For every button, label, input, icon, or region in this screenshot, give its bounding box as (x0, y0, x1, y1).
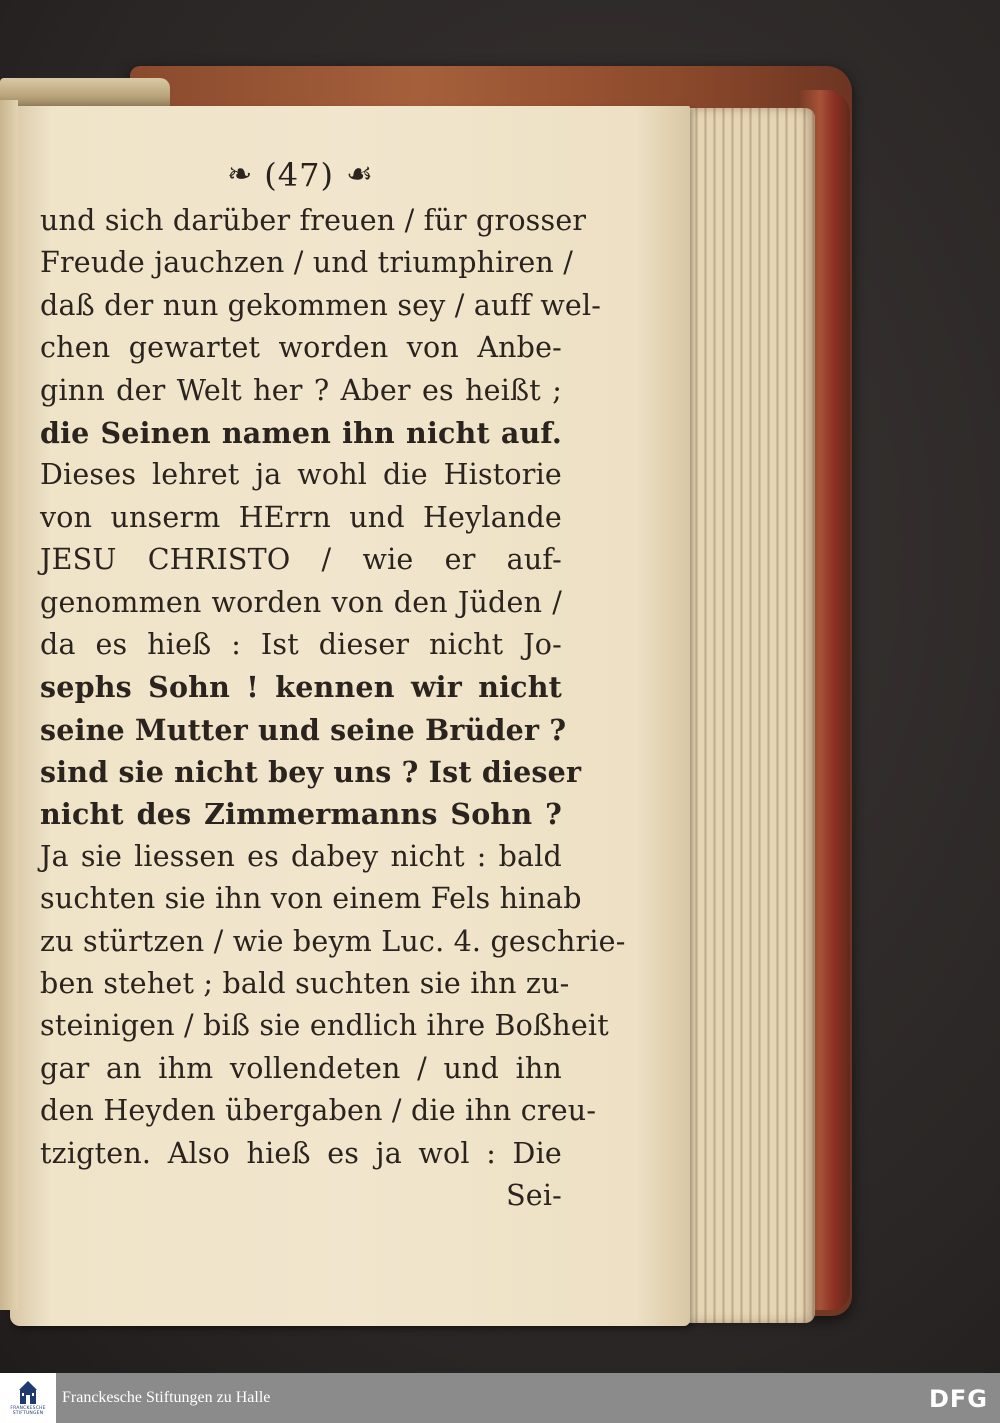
text-line: genommen worden von den Jüden / (40, 585, 562, 619)
text-line: zu stürtzen / wie beym Luc. 4. geschrie- (40, 924, 626, 958)
text-line-emphasis: sind sie nicht bey uns ? Ist dieser (40, 755, 582, 790)
dfg-logo: DFG (928, 1385, 988, 1413)
text-line-emphasis: sephs Sohn ! kennen wir nicht (40, 670, 562, 705)
text-line: und sich darüber freuen / für grosser (40, 204, 587, 237)
logo-text-1: FRANCKESCHE (10, 1406, 46, 1411)
text-line: tzigten. Also hieß es ja wol : Die (40, 1136, 562, 1170)
orphanage-building-icon (17, 1380, 39, 1406)
text-line: Ja sie liessen es dabey nicht : bald (40, 839, 562, 873)
ornament-right-icon: ☙ (345, 157, 373, 192)
page-fore-edge (680, 108, 815, 1323)
text-line-emphasis: seine Mutter und seine Brüder ? (40, 712, 567, 747)
text-line: von unserm HErrn und Heylande (40, 500, 562, 534)
logo-text-2: STIFTUNGEN (12, 1411, 44, 1416)
text-line: den Heyden übergaben / die ihn creu- (40, 1094, 597, 1128)
text-line: suchten sie ihn von einem Fels hinab (40, 882, 582, 916)
text-line: ginn der Welt her ? Aber es heißt ; (40, 373, 562, 407)
institution-logo (0, 1373, 56, 1423)
text-line: daß der nun gekommen sey / auff wel- (40, 288, 602, 322)
text-line: Dieses lehret ja wohl die Historie (40, 458, 562, 492)
page-number: (47) (264, 156, 334, 194)
text-line-emphasis: nicht des Zimmermanns Sohn ? (40, 797, 562, 832)
book-binding (0, 78, 170, 108)
footer-bar (0, 1373, 1000, 1423)
text-line: da es hieß : Ist dieser nicht Jo- (40, 627, 562, 661)
text-line: Freude jauchzen / und triumphiren / (40, 246, 574, 280)
text-line: ben stehet ; bald suchten sie ihn zu- (40, 967, 570, 1001)
page-text (40, 200, 626, 1217)
catchword: Sei- (506, 1178, 562, 1212)
text-line: chen gewartet worden von Anbe- (40, 331, 562, 365)
ornament-left-icon: ❧ (227, 157, 253, 192)
text-line-emphasis: die Seinen namen ihn nicht auf. (40, 415, 562, 450)
text-line: JESU CHRISTO / wie er auf- (40, 543, 562, 577)
institution-name: Franckesche Stiftungen zu Halle (62, 1389, 271, 1406)
text-line: gar an ihm vollendeten / und ihn (40, 1051, 562, 1085)
page-header (180, 150, 420, 200)
text-line: steinigen / biß sie endlich ihre Boßheit (40, 1009, 609, 1043)
left-page-strip (0, 100, 18, 1310)
